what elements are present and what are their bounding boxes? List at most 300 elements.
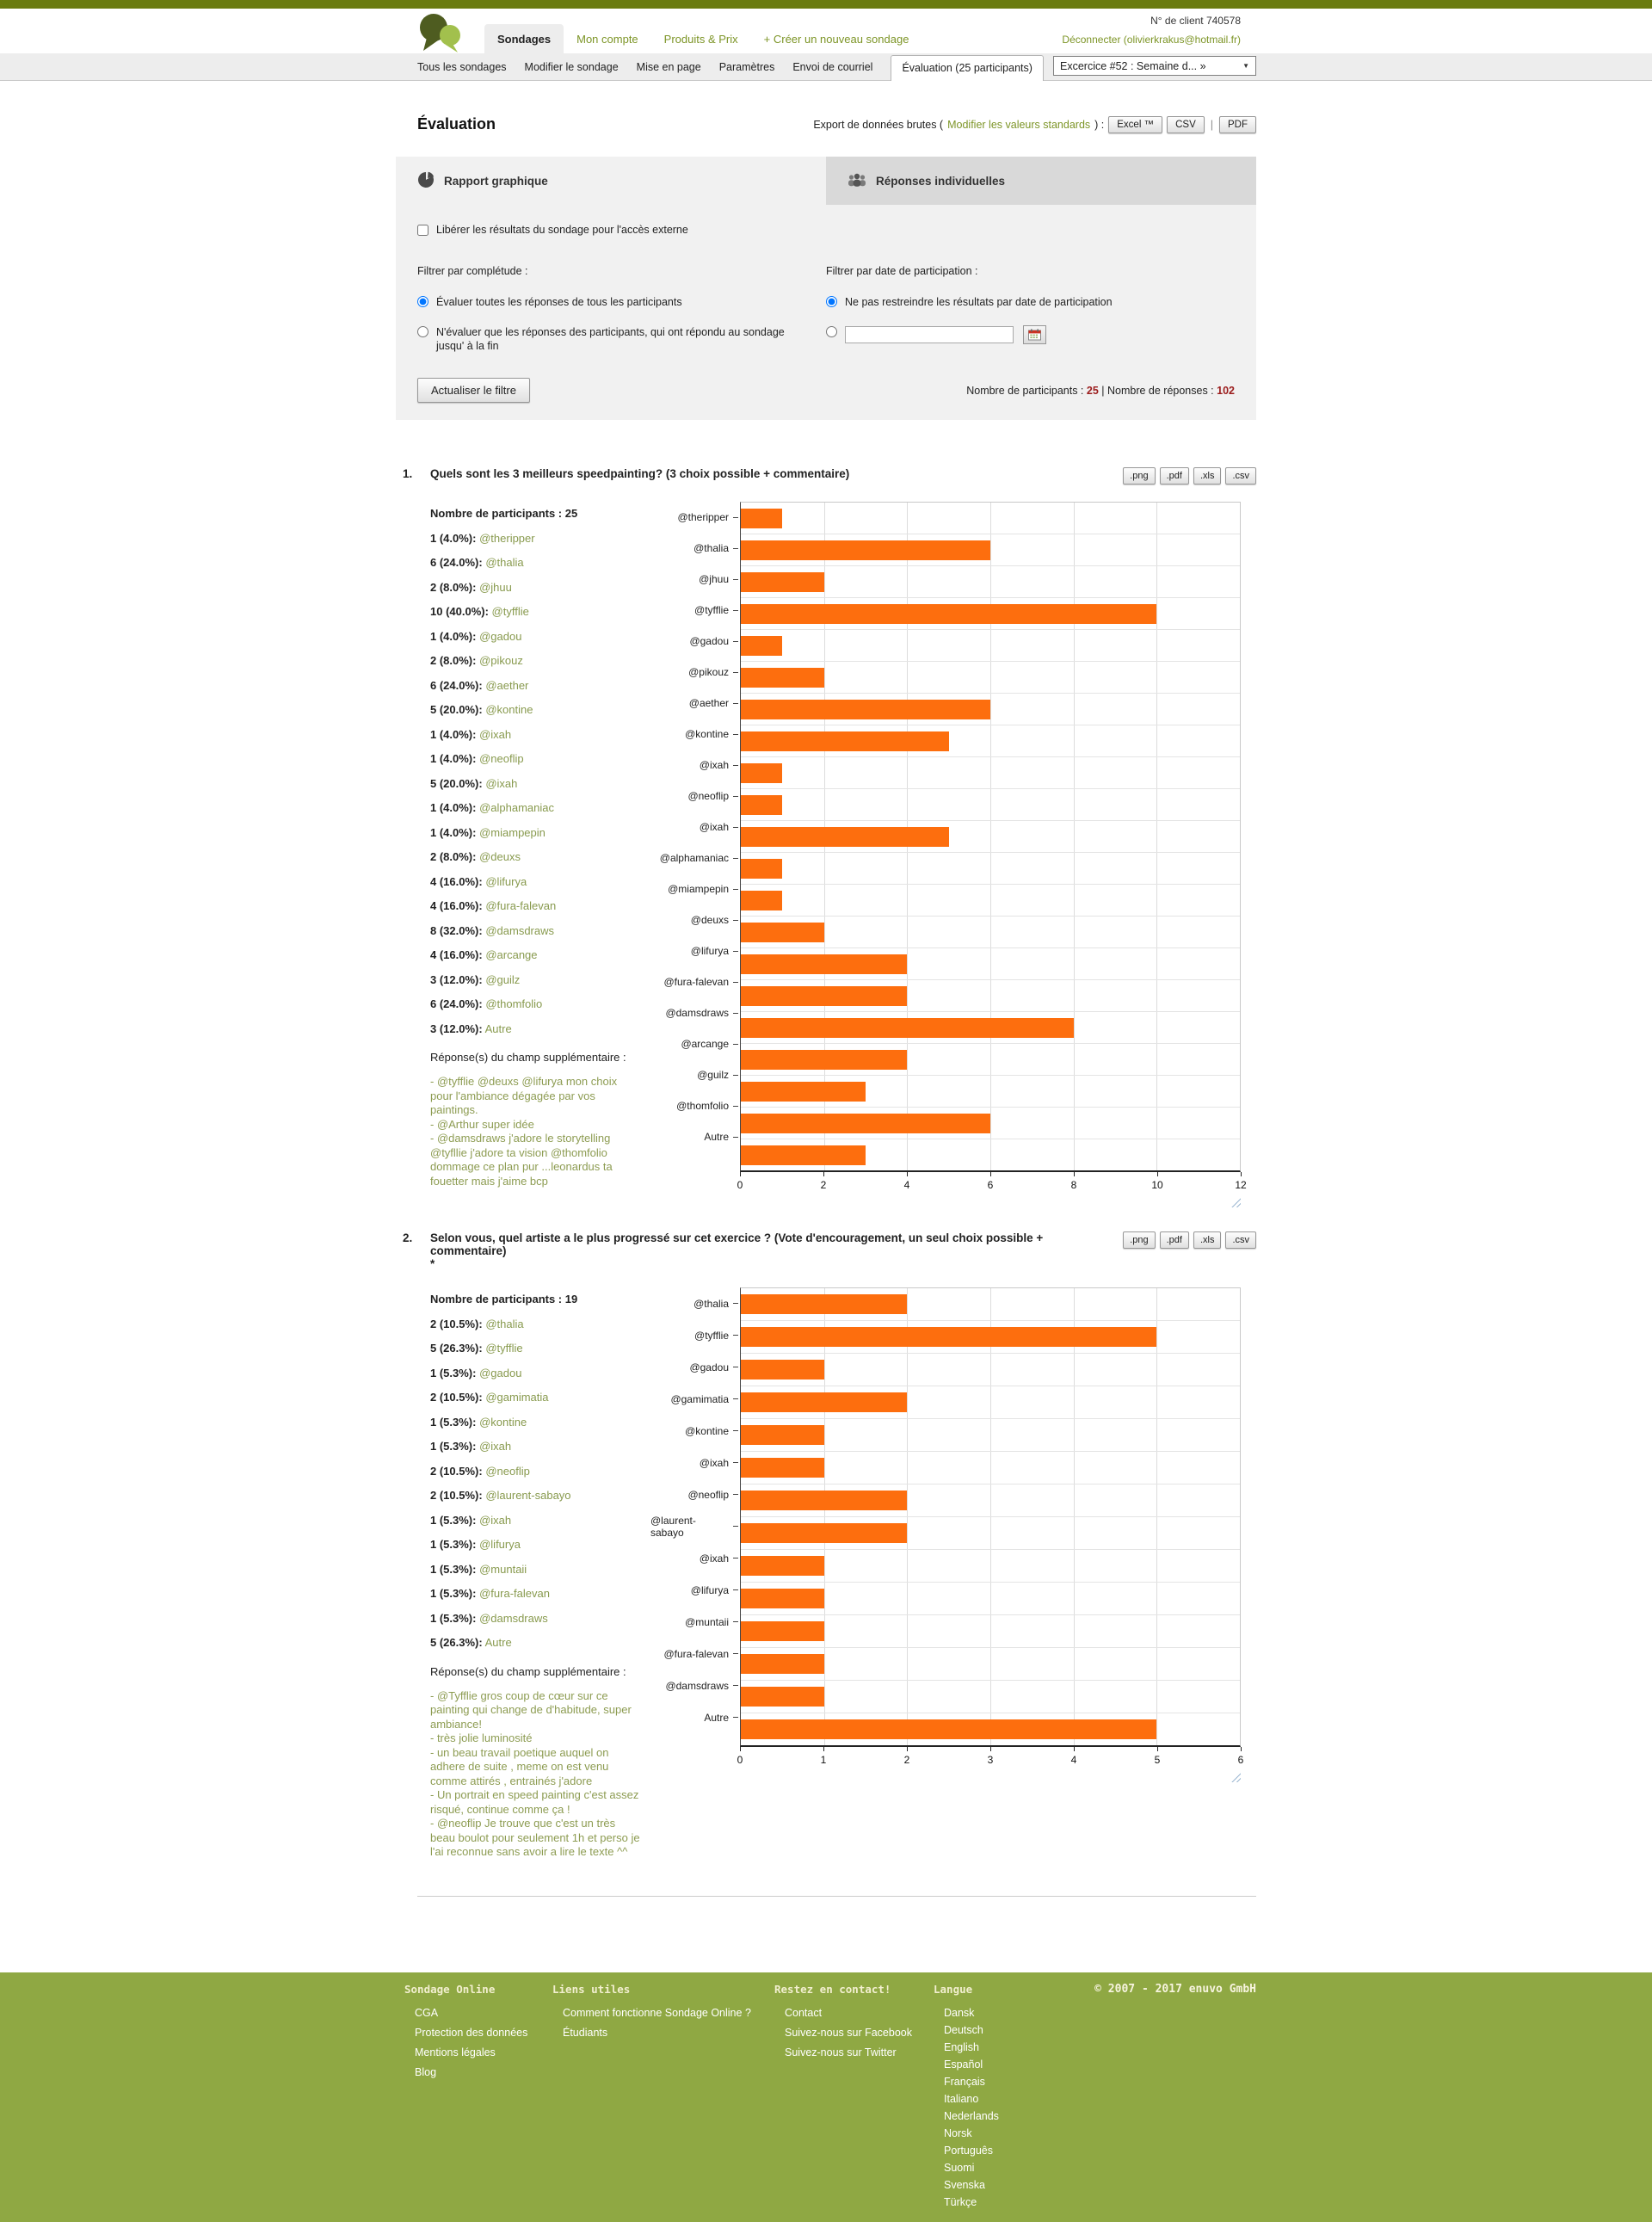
chart-band <box>741 757 1240 789</box>
question-1-body <box>403 502 1256 1207</box>
supplementary-title: Réponse(s) du champ supplémentaire : <box>430 1664 626 1678</box>
footer-link-suomi[interactable]: Suomi <box>944 2161 975 2174</box>
filter-actions <box>417 378 1235 403</box>
axis-tick <box>1157 1172 1158 1176</box>
participant-link[interactable]: @fura-falevan <box>485 899 557 912</box>
question-export-buttons <box>1123 467 1256 485</box>
calendar-button[interactable] <box>1023 325 1046 344</box>
completeness-option-finished-row <box>417 325 792 353</box>
footer-link-italiano[interactable]: Italiano <box>944 2092 979 2105</box>
chart-bar <box>741 731 949 751</box>
question-export-buttons <box>1123 1231 1256 1249</box>
stat-count: 1 (5.3%): <box>430 1366 477 1379</box>
date-all-radio[interactable] <box>826 296 837 307</box>
stat-line <box>430 723 647 748</box>
chart-band <box>741 1012 1240 1044</box>
participant-link[interactable]: @kontine <box>479 1415 527 1429</box>
chart-category-label: @arcange <box>650 1028 740 1059</box>
date-option-range-row <box>826 325 1200 344</box>
chart-band <box>741 1681 1240 1713</box>
chart-bar <box>741 1327 1156 1347</box>
axis-tick <box>1074 1172 1075 1176</box>
export-label: Export de données brutes ( <box>813 118 944 131</box>
question-number: 2. <box>403 1231 413 1244</box>
stat-line <box>430 1558 647 1583</box>
footer-column-restez-en-contact <box>774 1983 934 2213</box>
evaluation-filter-box <box>396 157 1256 420</box>
axis-tick-label: 2 <box>903 1754 910 1766</box>
participant-link[interactable]: @fura-falevan <box>479 1587 550 1600</box>
category-tick <box>733 1335 738 1336</box>
footer-link-nederlands[interactable]: Nederlands <box>944 2109 999 2122</box>
axis-tick <box>990 1172 991 1176</box>
question-1-section <box>396 467 1256 1207</box>
chart-plot-area <box>740 502 1241 1172</box>
footer-link-portugu-s[interactable]: Português <box>944 2144 993 2157</box>
chart-bar <box>741 1360 824 1379</box>
stat-count: 2 (10.5%): <box>430 1464 483 1478</box>
footer-link-svenska[interactable]: Svenska <box>944 2178 985 2191</box>
completeness-finished-radio[interactable] <box>417 326 428 337</box>
axis-tick <box>740 1747 741 1751</box>
chart-category-label: @neoflip <box>650 1478 740 1510</box>
chart-band <box>741 1288 1240 1321</box>
chart-band <box>741 1648 1240 1681</box>
chart-bar <box>741 509 782 528</box>
footer-column-langue <box>934 1983 1071 2213</box>
stat-line <box>430 1607 647 1632</box>
participant-link[interactable]: @kontine <box>485 703 533 716</box>
participant-link[interactable]: @gamimatia <box>485 1391 549 1404</box>
chart-band <box>741 885 1240 917</box>
participant-link[interactable]: @thalia <box>485 556 524 569</box>
footer-link-espa-ol[interactable]: Español <box>944 2058 983 2071</box>
category-tick <box>733 1303 738 1304</box>
category-tick <box>733 920 738 921</box>
nav-sondages[interactable]: Sondages <box>484 24 564 53</box>
chart-bar <box>741 604 1156 624</box>
footer-link-suivez-nous-sur-twitter[interactable]: Suivez-nous sur Twitter <box>785 2046 897 2058</box>
supplementary-title: Réponse(s) du champ supplémentaire : <box>430 1051 626 1064</box>
chart-category-label: @kontine <box>650 719 740 750</box>
logout-link[interactable]: Déconnecter (olivierkrakus@hotmail.fr) <box>1062 34 1241 46</box>
completeness-finished-label: N'évaluer que les réponses des participants, qui ont répondu au sondage jusqu' à la fin <box>436 326 785 352</box>
stat-line <box>430 674 647 699</box>
stat-line <box>430 649 647 674</box>
participant-link[interactable]: @neoflip <box>485 1464 530 1478</box>
chart-category-label: Autre <box>650 1121 740 1152</box>
chart-plot-area <box>740 1287 1241 1747</box>
category-tick <box>733 1398 738 1399</box>
footer-link-blog[interactable]: Blog <box>415 2065 437 2078</box>
site-header <box>0 9 1652 53</box>
chart-category-label: @neoflip <box>650 781 740 812</box>
stat-line <box>430 1017 647 1042</box>
filter-body <box>396 205 1256 420</box>
footer-link-contact[interactable]: Contact <box>785 2006 823 2019</box>
question-title-wrap <box>430 467 1123 484</box>
participant-link[interactable]: Autre <box>484 1022 512 1035</box>
participant-link[interactable]: @theripper <box>479 531 535 545</box>
footer-link-norsk[interactable]: Norsk <box>944 2126 972 2139</box>
chart-bar <box>741 923 824 942</box>
stat-line <box>430 821 647 846</box>
footer-link-deutsch[interactable]: Deutsch <box>944 2023 983 2036</box>
subnav-tous-les-sondages[interactable]: Tous les sondages <box>417 60 507 73</box>
participant-link[interactable]: @ixah <box>479 1440 512 1453</box>
stat-count: 10 (40.0%): <box>430 605 489 618</box>
stat-line <box>430 968 647 993</box>
participant-link[interactable]: Autre <box>484 1636 512 1649</box>
chart-category-label: @laurent-sabayo <box>650 1510 740 1542</box>
chart-category-label: @damsdraws <box>650 997 740 1028</box>
axis-tick-label: 0 <box>737 1179 743 1191</box>
chart-band <box>741 1615 1240 1648</box>
release-results-row <box>417 224 1235 236</box>
release-results-label: Libérer les résultats du sondage pour l'accès externe <box>436 224 688 236</box>
chart-band <box>741 1139 1240 1170</box>
chart-category-label: @gamimatia <box>650 1383 740 1415</box>
participants-count-label: Nombre de participants : <box>966 384 1087 397</box>
chart-category-label: @thalia <box>650 533 740 564</box>
footer-link-mentions-l-gales[interactable]: Mentions légales <box>415 2046 496 2058</box>
stat-count: 1 (4.0%): <box>430 801 477 814</box>
stat-count: 2 (8.0%): <box>430 580 477 594</box>
participant-link[interactable]: @ixah <box>485 776 518 790</box>
participant-link[interactable]: @pikouz <box>479 654 523 667</box>
footer-link-english[interactable]: English <box>944 2040 979 2053</box>
footer-link-t-rk-e[interactable]: Türkçe <box>944 2195 977 2208</box>
chart-category-label: @muntaii <box>650 1606 740 1638</box>
chart-band <box>741 1419 1240 1452</box>
export-pdf-button[interactable]: .pdf <box>1160 1231 1189 1249</box>
stat-count: 1 (4.0%): <box>430 629 477 643</box>
category-tick <box>733 1589 738 1590</box>
bar-chart-question-2 <box>650 1287 1256 1860</box>
chart-bar <box>741 986 907 1006</box>
stat-line <box>430 1361 647 1386</box>
footer-link-comment-fonctionne-sondage-online[interactable]: Comment fonctionne Sondage Online ? <box>563 2006 751 2019</box>
participant-link[interactable]: @damsdraws <box>485 923 554 937</box>
stat-line <box>430 1312 647 1337</box>
participants-count-value: 25 <box>1086 384 1099 397</box>
nav-produits-prix[interactable]: Produits & Prix <box>663 32 738 46</box>
stat-line <box>430 1410 647 1435</box>
participant-link[interactable]: @laurent-sabayo <box>485 1489 571 1502</box>
participant-link[interactable]: @aether <box>485 678 529 692</box>
nav-mon-compte[interactable]: Mon compte <box>576 32 638 46</box>
chart-band <box>741 630 1240 662</box>
modify-standards-link[interactable]: Modifier les valeurs standards <box>947 118 1091 131</box>
resize-handle-icon[interactable] <box>1231 1198 1241 1207</box>
chart-bar <box>741 1458 824 1478</box>
stat-line <box>430 527 647 552</box>
category-tick <box>733 1653 738 1654</box>
supplementary-response: - Un portrait en speed painting c'est assez risqué, continue comme ça ! <box>430 1788 639 1816</box>
stat-count: 1 (5.3%): <box>430 1587 477 1600</box>
supplementary-response: - @Tyfflie gros coup de cœur sur ce painting qui change de d'habitude, super ambiance! <box>430 1688 632 1731</box>
stat-count: 6 (24.0%): <box>430 678 483 692</box>
stat-count: 2 (8.0%): <box>430 654 477 667</box>
chart-category-label: @tyfflie <box>650 595 740 626</box>
stat-line <box>430 698 647 723</box>
export-xls-button[interactable]: .xls <box>1193 1231 1222 1249</box>
stat-count: 2 (10.5%): <box>430 1489 483 1502</box>
refresh-filter-button[interactable]: Actualiser le filtre <box>417 378 530 403</box>
stat-count: 1 (4.0%): <box>430 531 477 545</box>
axis-tick-label: 6 <box>1237 1754 1244 1766</box>
supplementary-responses <box>430 1689 642 1860</box>
axis-tick <box>1241 1747 1242 1751</box>
participant-link[interactable]: @gadou <box>479 629 522 643</box>
participant-link[interactable]: @jhuu <box>479 580 512 594</box>
stat-count: 5 (20.0%): <box>430 703 483 716</box>
chart-band <box>741 694 1240 725</box>
category-tick <box>733 889 738 890</box>
chart-band <box>741 948 1240 980</box>
chart-band <box>741 1386 1240 1419</box>
chart-category-label: @aether <box>650 688 740 719</box>
participant-link[interactable]: @tyfflie <box>491 605 529 618</box>
pie-chart-icon <box>417 171 435 191</box>
responses-count-label: Nombre de réponses : <box>1106 384 1217 397</box>
stat-count: 6 (24.0%): <box>430 997 483 1010</box>
stat-line <box>430 1460 647 1484</box>
chart-bar <box>741 1018 1074 1038</box>
page-footer <box>0 1972 1652 2222</box>
footer-column-header: Langue <box>934 1982 973 1996</box>
chart-x-axis <box>737 1172 1247 1194</box>
category-tick <box>733 1137 738 1138</box>
page-title: Évaluation <box>417 115 496 133</box>
stat-line <box>430 870 647 895</box>
chart-bar <box>741 1425 824 1445</box>
participant-link[interactable]: @neoflip <box>479 752 524 765</box>
tab-individual-responses[interactable] <box>826 157 1256 205</box>
participants-count: Nombre de participants : 25 <box>430 507 578 520</box>
responses-count-value: 102 <box>1217 384 1235 397</box>
resize-handle-icon[interactable] <box>1231 1773 1241 1782</box>
tab-graph-report-label: Rapport graphique <box>444 174 548 188</box>
export-pdf-button[interactable]: PDF <box>1219 116 1256 133</box>
subnav-envoi-de-courriel[interactable]: Envoi de courriel <box>792 60 873 73</box>
category-tick <box>733 827 738 828</box>
question-title: Selon vous, quel artiste a le plus progressé sur cet exercice ? (Vote d'encouragement, un seul choix possible + commentaire) <box>430 1231 1044 1257</box>
export-png-button[interactable]: .png <box>1123 467 1155 485</box>
chart-bar <box>741 572 824 592</box>
question-2-header <box>403 1231 1256 1270</box>
participant-link[interactable]: @ixah <box>479 1513 512 1527</box>
chart-category-label: @theripper <box>650 502 740 533</box>
stat-count: 1 (5.3%): <box>430 1562 477 1576</box>
chart-y-labels <box>650 502 740 1172</box>
export-excel-button[interactable]: Excel ™ <box>1108 116 1162 133</box>
chart-bar <box>741 891 782 910</box>
stat-count: 5 (20.0%): <box>430 776 483 790</box>
axis-tick-label: 4 <box>1070 1754 1077 1766</box>
export-csv-button[interactable]: CSV <box>1167 116 1205 133</box>
axis-tick-label: 2 <box>820 1179 827 1191</box>
stat-count: 5 (26.3%): <box>430 1342 483 1355</box>
supplementary-response: - très jolie luminosité <box>430 1731 533 1744</box>
tab-graph-report[interactable] <box>396 157 826 205</box>
category-tick <box>733 1106 738 1107</box>
chart-band <box>741 566 1240 598</box>
axis-tick <box>1241 1172 1242 1176</box>
chart-category-label: @guilz <box>650 1059 740 1090</box>
chart-bar <box>741 1491 907 1510</box>
chart-y-labels <box>650 1287 740 1747</box>
date-filter <box>826 265 1235 369</box>
date-all-label: Ne pas restreindre les résultats par date de participation <box>845 296 1113 308</box>
stat-count: 4 (16.0%): <box>430 948 483 961</box>
participant-link[interactable]: @damsdraws <box>479 1611 548 1625</box>
date-input[interactable] <box>845 326 1014 343</box>
chart-bar <box>741 636 782 656</box>
category-tick <box>733 1462 738 1463</box>
bar-chart-question-1 <box>650 502 1256 1207</box>
category-tick <box>733 1621 738 1622</box>
supplementary-response: - @tyfflie @deuxs @lifurya mon choix pour l'ambiance dégagée par vos paintings. <box>430 1075 618 1116</box>
copyright-text: © 2007 - 2017 enuvo GmbH <box>1094 1982 1256 1996</box>
stat-line <box>430 894 647 919</box>
stat-line <box>430 796 647 821</box>
participant-link[interactable]: @deuxs <box>479 850 521 863</box>
client-number: N° de client 740578 <box>1150 15 1241 27</box>
nav-cr-er-un-nouveau-sondage[interactable]: + Créer un nouveau sondage <box>763 32 909 46</box>
footer-link-protection-des-donn-es[interactable]: Protection des données <box>415 2026 528 2039</box>
tab-evaluation[interactable]: Évaluation (25 participants) <box>891 55 1043 81</box>
chart-bar <box>741 1392 907 1412</box>
chart-category-label: @gadou <box>650 1351 740 1383</box>
completeness-filter-title: Filtrer par complétude : <box>417 265 528 277</box>
participant-link[interactable]: @miampepin <box>479 825 546 839</box>
main-content <box>396 115 1256 1897</box>
subnav-links <box>417 59 891 75</box>
category-tick <box>733 1044 738 1045</box>
axis-tick-label: 6 <box>987 1179 994 1191</box>
participant-link[interactable]: @alphamaniac <box>479 801 555 814</box>
participant-link[interactable]: @lifurya <box>479 1538 521 1551</box>
export-csv-button[interactable]: .csv <box>1225 1231 1256 1249</box>
stat-count: 2 (8.0%): <box>430 850 477 863</box>
chart-band <box>741 789 1240 821</box>
subnav-mise-en-page[interactable]: Mise en page <box>636 60 701 73</box>
participant-link[interactable]: @lifurya <box>485 874 527 888</box>
chart-bar <box>741 540 990 560</box>
stat-line <box>430 747 647 772</box>
stats-list <box>430 527 647 1042</box>
stat-count: 1 (5.3%): <box>430 1415 477 1429</box>
header-account-area <box>1062 14 1241 47</box>
participant-link[interactable]: @guilz <box>485 972 521 986</box>
chart-bar <box>741 763 782 783</box>
chart-band <box>741 1108 1240 1139</box>
category-tick <box>733 672 738 673</box>
chart-bar <box>741 1621 824 1641</box>
category-tick <box>733 982 738 983</box>
participant-link[interactable]: @muntaii <box>479 1562 527 1576</box>
date-range-radio[interactable] <box>826 326 837 337</box>
stat-count: 1 (4.0%): <box>430 727 477 741</box>
chart-category-label: @kontine <box>650 1415 740 1447</box>
release-results-checkbox[interactable] <box>417 225 428 236</box>
chart-bar <box>741 1719 1156 1739</box>
subnav-param-tres[interactable]: Paramètres <box>718 60 775 73</box>
title-row <box>396 115 1256 133</box>
footer-columns <box>396 1983 1256 2213</box>
axis-tick <box>1157 1747 1158 1751</box>
raw-export-row <box>813 116 1256 133</box>
export-pdf-button[interactable]: .pdf <box>1160 467 1189 485</box>
question-2-stats-column <box>430 1287 647 1860</box>
chart-category-label: @alphamaniac <box>650 843 740 873</box>
chart-band <box>741 1583 1240 1615</box>
category-tick <box>733 703 738 704</box>
chart-category-label: @miampepin <box>650 873 740 904</box>
chart-bar <box>741 668 824 688</box>
category-tick <box>733 1430 738 1431</box>
footer-link-fran-ais[interactable]: Français <box>944 2075 985 2088</box>
category-tick <box>733 1075 738 1076</box>
axis-tick <box>907 1172 908 1176</box>
footer-link-dansk[interactable]: Dansk <box>944 2006 975 2019</box>
category-tick <box>733 951 738 952</box>
chart-category-label: @lifurya <box>650 935 740 966</box>
chart <box>650 1287 1241 1747</box>
footer-link-cga[interactable]: CGA <box>415 2006 439 2019</box>
people-group-icon <box>848 173 866 189</box>
axis-tick <box>740 1172 741 1176</box>
footer-column-header: Sondage Online <box>404 1982 496 1996</box>
participant-link[interactable]: @thalia <box>485 1317 524 1330</box>
footer-link-suivez-nous-sur-facebook[interactable]: Suivez-nous sur Facebook <box>785 2026 912 2039</box>
supplementary-responses <box>430 1075 642 1188</box>
participant-link[interactable]: @tyfflie <box>485 1342 523 1355</box>
axis-tick-label: 3 <box>987 1754 994 1766</box>
chart-bar <box>741 859 782 879</box>
stats-list <box>430 1312 647 1656</box>
completeness-all-radio[interactable] <box>417 296 428 307</box>
chart-bar <box>741 795 782 815</box>
chart-category-label: @fura-falevan <box>650 1638 740 1670</box>
participant-link[interactable]: @arcange <box>485 948 538 961</box>
participant-link[interactable]: @ixah <box>479 727 512 741</box>
participation-counts <box>966 385 1235 397</box>
footer-link-tudiants[interactable]: Étudiants <box>563 2026 608 2039</box>
date-option-all-row <box>826 295 1200 309</box>
export-xls-button[interactable]: .xls <box>1193 467 1222 485</box>
chart-bar <box>741 827 949 847</box>
participant-link[interactable]: @thomfolio <box>485 997 543 1010</box>
section-divider <box>417 1896 1256 1897</box>
stat-line <box>430 1582 647 1607</box>
chart-band <box>741 1354 1240 1386</box>
stat-line <box>430 1509 647 1534</box>
participant-link[interactable]: @gadou <box>479 1366 522 1379</box>
stat-line <box>430 919 647 944</box>
survey-selector[interactable] <box>1053 56 1256 76</box>
top-accent-bar <box>0 0 1652 9</box>
subnav-modifier-le-sondage[interactable]: Modifier le sondage <box>524 60 619 73</box>
export-png-button[interactable]: .png <box>1123 1231 1155 1249</box>
chart-band <box>741 1076 1240 1108</box>
stat-count: 2 (10.5%): <box>430 1317 483 1330</box>
supplementary-response: - @neoflip Je trouve que c'est un très beau boulot pour seulement 1h et perso je l'ai reconnue sans avoir a lire le texte ^^ <box>430 1817 640 1858</box>
export-csv-button[interactable]: .csv <box>1225 467 1256 485</box>
logo-icon[interactable] <box>417 12 464 58</box>
chart-band <box>741 821 1240 853</box>
